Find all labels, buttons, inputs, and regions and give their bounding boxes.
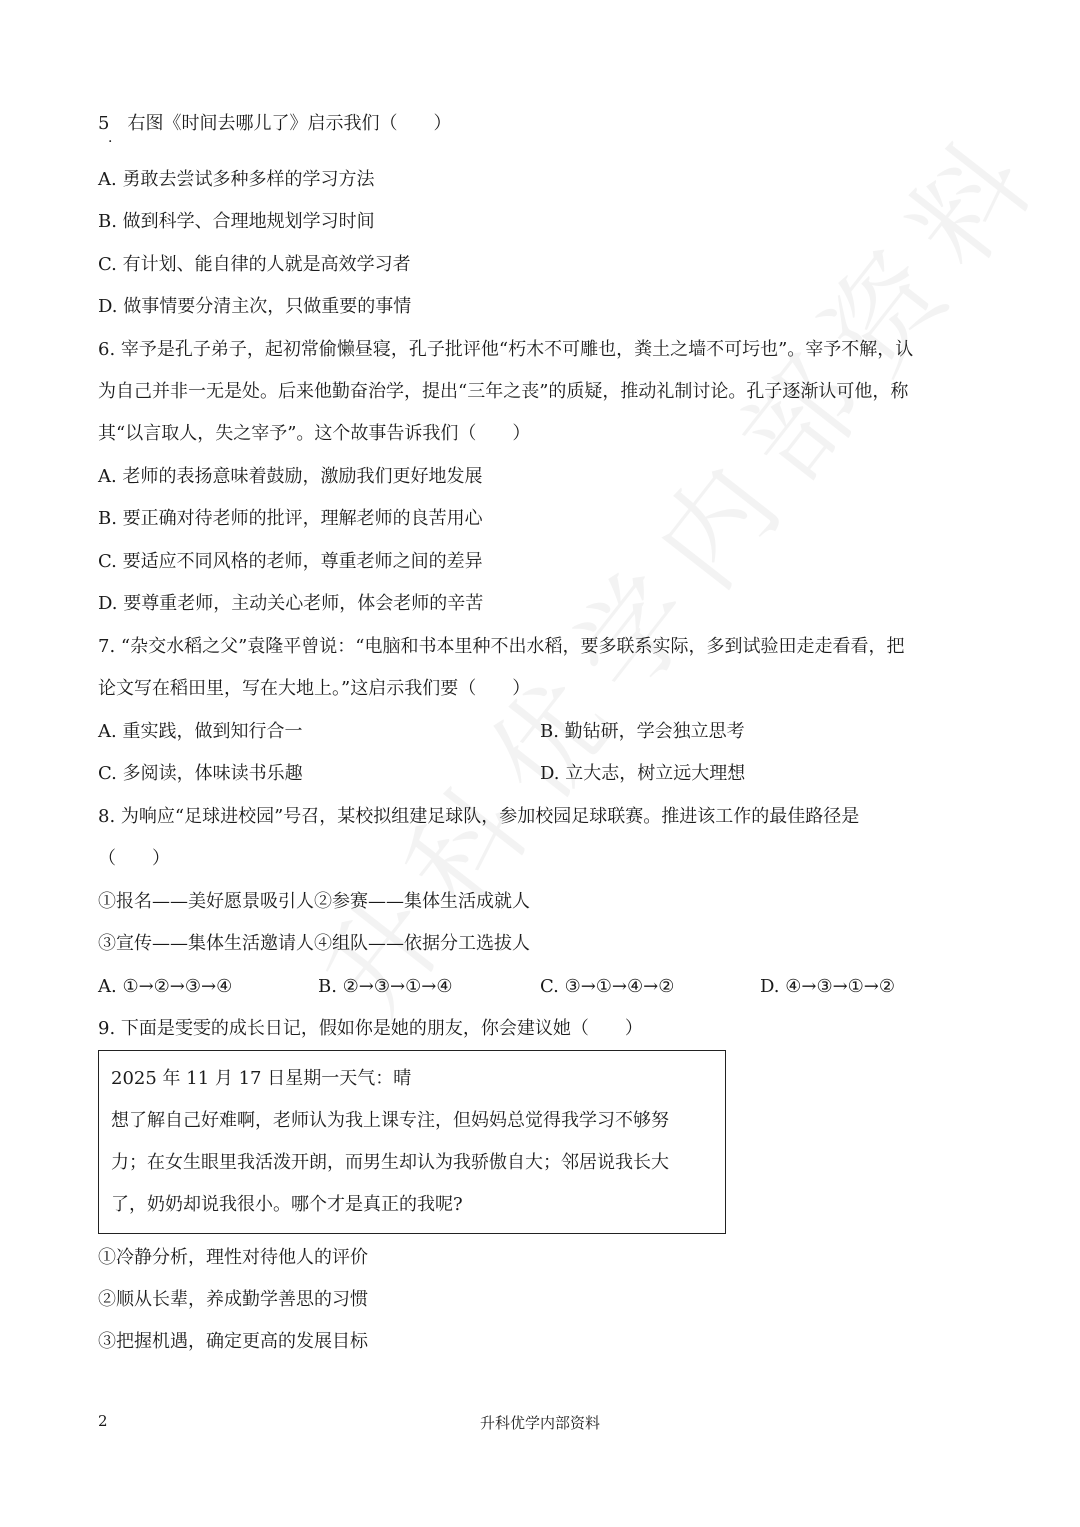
q8-item-line-1: ①报名——美好愿景吸引人②参赛——集体生活成就人 [98, 891, 530, 912]
diary-text-line-1: 想了解自己好难啊，老师认为我上课专注，但妈妈总觉得我学习不够努 [111, 1110, 669, 1131]
q8-option-a: A. ①→②→③→④ [98, 976, 233, 997]
q9-stem: 9. 下面是雯雯的成长日记，假如你是她的朋友，你会建议她（ ） [98, 1018, 643, 1039]
q8-option-d: D. ④→③→①→② [760, 976, 896, 997]
q8-stem-line-2: （ ） [98, 848, 170, 869]
diary-box [98, 1050, 726, 1234]
q8-option-b: B. ②→③→①→④ [318, 976, 453, 997]
q5-option-c: C. 有计划、能自律的人就是高效学习者 [98, 254, 411, 275]
diary-text-line-2: 力；在女生眼里我活泼开朗，而男生却认为我骄傲自大；邻居说我长大 [111, 1152, 669, 1173]
q7-stem-line-1: 7. “杂交水稻之父”袁隆平曾说：“电脑和书本里种不出水稻，要多联系实际，多到试验田走走看看，把 [98, 636, 905, 657]
q7-option-a: A. 重实践，做到知行合一 [98, 721, 303, 742]
q7-option-c: C. 多阅读，体味读书乐趣 [98, 763, 303, 784]
q6-option-a: A. 老师的表扬意味着鼓励，激励我们更好地发展 [98, 466, 483, 487]
q6-stem-line-2: 为自己并非一无是处。后来他勤奋治学，提出“三年之丧”的质疑，推动礼制讨论。孔子逐渐认可他，称 [98, 381, 909, 402]
q8-option-c: C. ③→①→④→② [540, 976, 675, 997]
q8-item-line-2: ③宣传——集体生活邀请人④组队——依据分工选拔人 [98, 933, 530, 954]
footer-title: 升科优学内部资料 [479, 1414, 600, 1432]
q9-item-3: ③把握机遇，确定更高的发展目标 [98, 1331, 368, 1352]
q7-stem-line-2: 论文写在稻田里，写在大地上。”这启示我们要（ ） [98, 678, 531, 699]
q5-option-d: D. 做事情要分清主次，只做重要的事情 [98, 296, 412, 317]
q9-item-2: ②顺从长辈，养成勤学善思的习惯 [98, 1289, 368, 1310]
page-number: 2 [98, 1412, 108, 1430]
q7-option-d: D. 立大志，树立远大理想 [540, 763, 746, 784]
q7-option-b: B. 勤钻研，学会独立思考 [540, 721, 745, 742]
q6-option-d: D. 要尊重老师，主动关心老师，体会老师的辛苦 [98, 593, 484, 614]
q5-option-b: B. 做到科学、合理地规划学习时间 [98, 211, 375, 232]
diary-date-line: 2025 年 11 月 17 日星期一天气：晴 [111, 1068, 412, 1089]
stray-dot: · [108, 134, 113, 150]
q5-stem: 5 右图《时间去哪儿了》启示我们（ ） [98, 113, 452, 134]
q6-stem-line-1: 6. 宰予是孔子弟子，起初常偷懒昼寝，孔子批评他“朽木不可雕也，粪土之墙不可圬也”。宰予不解，认 [98, 339, 914, 360]
q9-item-1: ①冷静分析，理性对待他人的评价 [98, 1247, 368, 1268]
diary-text-line-3: 了，奶奶却说我很小。哪个才是真正的我呢? [111, 1194, 463, 1215]
q6-option-c: C. 要适应不同风格的老师，尊重老师之间的差异 [98, 551, 483, 572]
q6-stem-line-3: 其“以言取人，失之宰予”。这个故事告诉我们（ ） [98, 423, 531, 444]
q6-option-b: B. 要正确对待老师的批评，理解老师的良苦用心 [98, 508, 483, 529]
q5-option-a: A. 勇敢去尝试多种多样的学习方法 [98, 169, 375, 190]
q8-stem-line-1: 8. 为响应“足球进校园”号召，某校拟组建足球队，参加校园足球联赛。推进该工作的最佳路径是 [98, 806, 860, 827]
